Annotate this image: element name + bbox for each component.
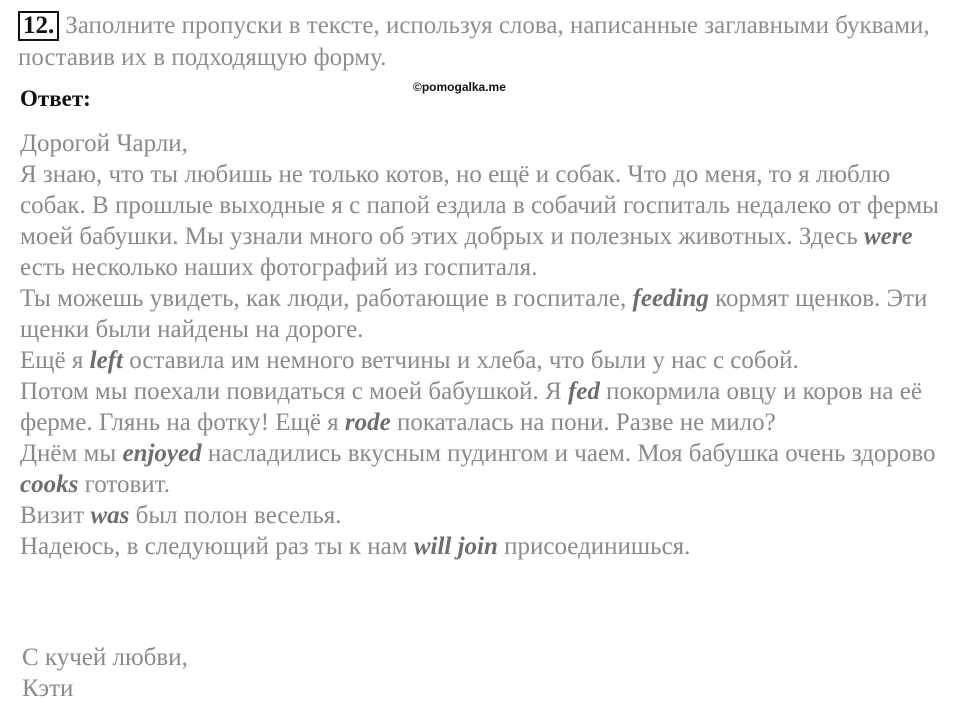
inserted-word: were [863, 223, 913, 250]
letter-paragraph-2 [20, 283, 940, 345]
inserted-word: fed [567, 378, 600, 405]
letter-paragraph-5 [20, 438, 940, 500]
text-fragment: покаталась на пони. Разве не мило? [397, 409, 776, 436]
letter-paragraph-1 [20, 159, 940, 283]
inserted-word: was [90, 502, 130, 529]
inserted-word: cooks [20, 471, 79, 498]
letter-closing: С кучей любви, [22, 644, 188, 671]
inserted-word: enjoyed [122, 440, 202, 467]
letter-paragraph-6 [20, 500, 940, 531]
text-fragment: насладились вкусным пудингом и чаем. Моя бабушка очень здорово [207, 440, 936, 467]
text-fragment: был полон веселья. [135, 502, 342, 529]
text-fragment: готовит. [84, 471, 170, 498]
text-fragment: Днём мы [20, 440, 117, 467]
inserted-word: left [89, 347, 123, 374]
text-fragment: Визит [20, 502, 85, 529]
text-fragment: оставила им немного ветчины и хлеба, что были у нас с собой. [129, 347, 799, 374]
text-fragment: Ещё я [20, 347, 84, 374]
text-fragment: присоединишься. [504, 533, 691, 560]
watermark: ©pomogalka.me [413, 80, 506, 94]
letter-paragraph-7 [20, 531, 940, 562]
text-fragment: есть несколько наших фотографий из госпиталя. [20, 254, 538, 281]
answer-label: Ответ: [20, 86, 91, 111]
inserted-word: feeding [632, 285, 709, 312]
task-text: Заполните пропуски в тексте, используя слова, написанные заглавными буквами, поставив их в подходящую форму. [18, 12, 930, 71]
letter-body [20, 128, 940, 562]
letter-paragraph-3 [20, 345, 940, 376]
letter-signature: Кэти [22, 675, 74, 702]
text-fragment: кормят щенков. Эти щенки были найдены на дороге. [20, 285, 928, 343]
task-number: 12. [18, 11, 59, 41]
letter-signature-block [22, 642, 188, 704]
inserted-word: rode [344, 409, 391, 436]
text-fragment: покормила овцу и коров на её ферме. Глянь на фотку! Ещё я [20, 378, 922, 436]
task-statement [18, 10, 938, 74]
text-fragment: Надеюсь, в следующий раз ты к нам [20, 533, 408, 560]
text-fragment: Я знаю, что ты любишь не только котов, но ещё и собак. Что до меня, то я люблю собак. В прошлые выходные я с папой ездила в собачий госпиталь недалеко от фермы моей бабушки. Мы узнали много об этих добрых и полезных животных. Здесь [20, 161, 939, 250]
text-fragment: Потом мы поехали повидаться с моей бабушкой. Я [20, 378, 562, 405]
letter-paragraph-4 [20, 376, 940, 438]
inserted-word: will join [413, 533, 498, 560]
text-fragment: Ты можешь увидеть, как люди, работающие в госпитале, [20, 285, 627, 312]
letter-greeting: Дорогой Чарли, [20, 130, 188, 157]
